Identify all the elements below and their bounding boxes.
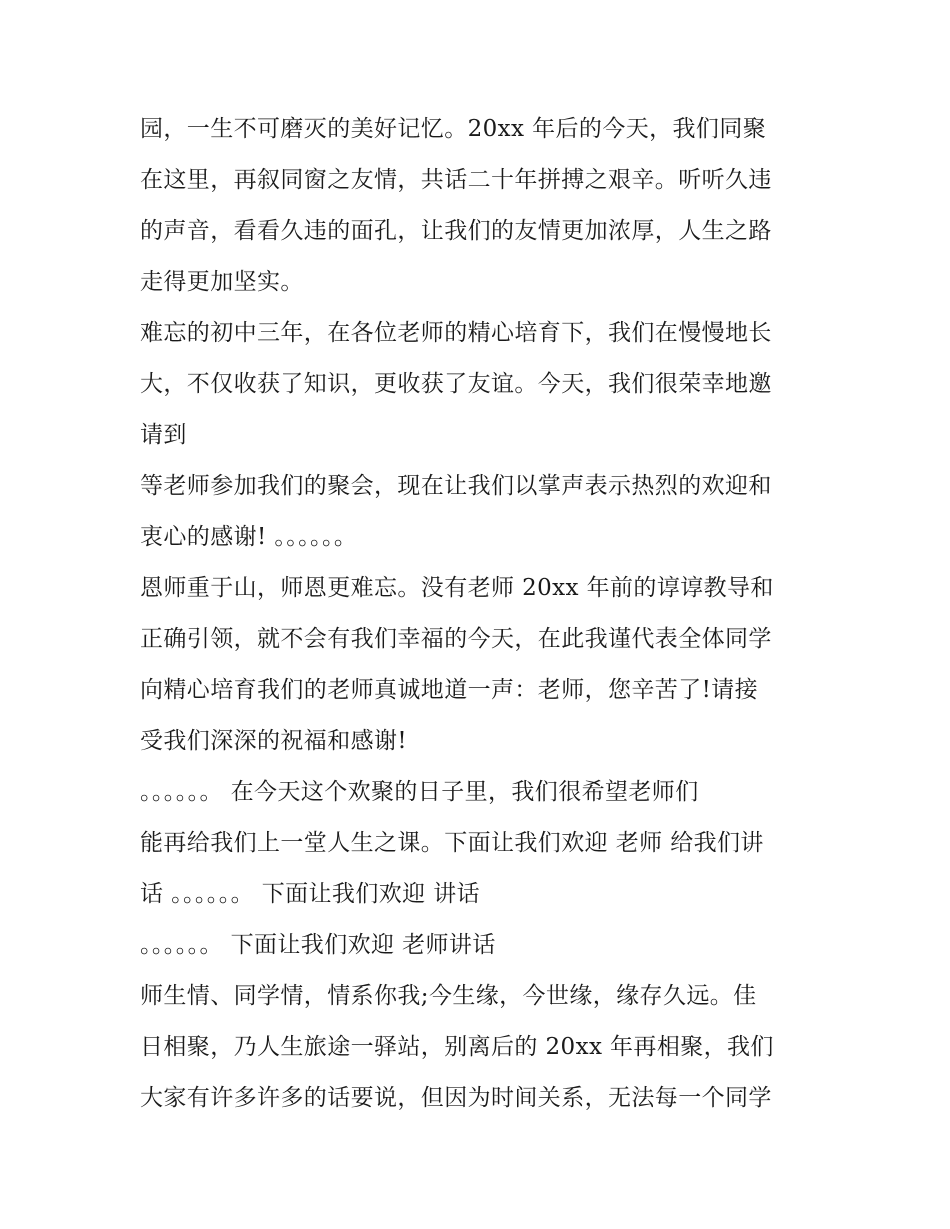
text-line: 衷心的感谢! 。。。。。。 — [140, 524, 358, 550]
text-line: 在这里，再叙同窗之友情，共话二十年拼搏之艰辛。听听久违 — [140, 167, 772, 193]
text-line: 师生情、同学情，情系你我;今生缘，今世缘，缘存久远。佳 — [140, 983, 757, 1009]
text-line: 的声音，看看久违的面孔，让我们的友情更加浓厚，人生之路 — [140, 218, 772, 244]
text-line: 走得更加坚实。 — [140, 269, 304, 295]
text-line: 受我们深深的祝福和感谢! — [140, 728, 408, 754]
text-line: 。。。。。。 在今天这个欢聚的日子里，我们很希望老师们 — [140, 779, 699, 805]
text-line: 日相聚，乃人生旅途一驿站，别离后的 20xx 年再相聚，我们 — [140, 1034, 774, 1060]
text-line: 。。。。。。 下面让我们欢迎 老师讲话 — [140, 932, 496, 958]
text-line: 园，一生不可磨灭的美好记忆。20xx 年后的今天，我们同聚 — [140, 116, 767, 142]
text-line: 恩师重于山，师恩更难忘。没有老师 20xx 年前的谆谆教导和 — [140, 575, 774, 601]
text-line: 大，不仅收获了知识，更收获了友谊。今天，我们很荣幸地邀 — [140, 371, 772, 397]
text-line: 向精心培育我们的老师真诚地道一声：老师，您辛苦了!请接 — [140, 677, 759, 703]
text-line: 难忘的初中三年，在各位老师的精心培育下，我们在慢慢地长 — [140, 320, 772, 346]
text-line: 大家有许多许多的话要说，但因为时间关系，无法每一个同学 — [140, 1085, 772, 1111]
text-line: 正确引领，就不会有我们幸福的今天，在此我谨代表全体同学 — [140, 626, 772, 652]
text-line: 话 。。。。。。 下面让我们欢迎 讲话 — [140, 881, 481, 907]
text-line: 能再给我们上一堂人生之课。下面让我们欢迎 老师 给我们讲 — [140, 830, 764, 856]
text-line: 等老师参加我们的聚会，现在让我们以掌声表示热烈的欢迎和 — [140, 473, 772, 499]
body-text — [140, 104, 820, 1124]
text-line: 请到 — [140, 422, 187, 448]
